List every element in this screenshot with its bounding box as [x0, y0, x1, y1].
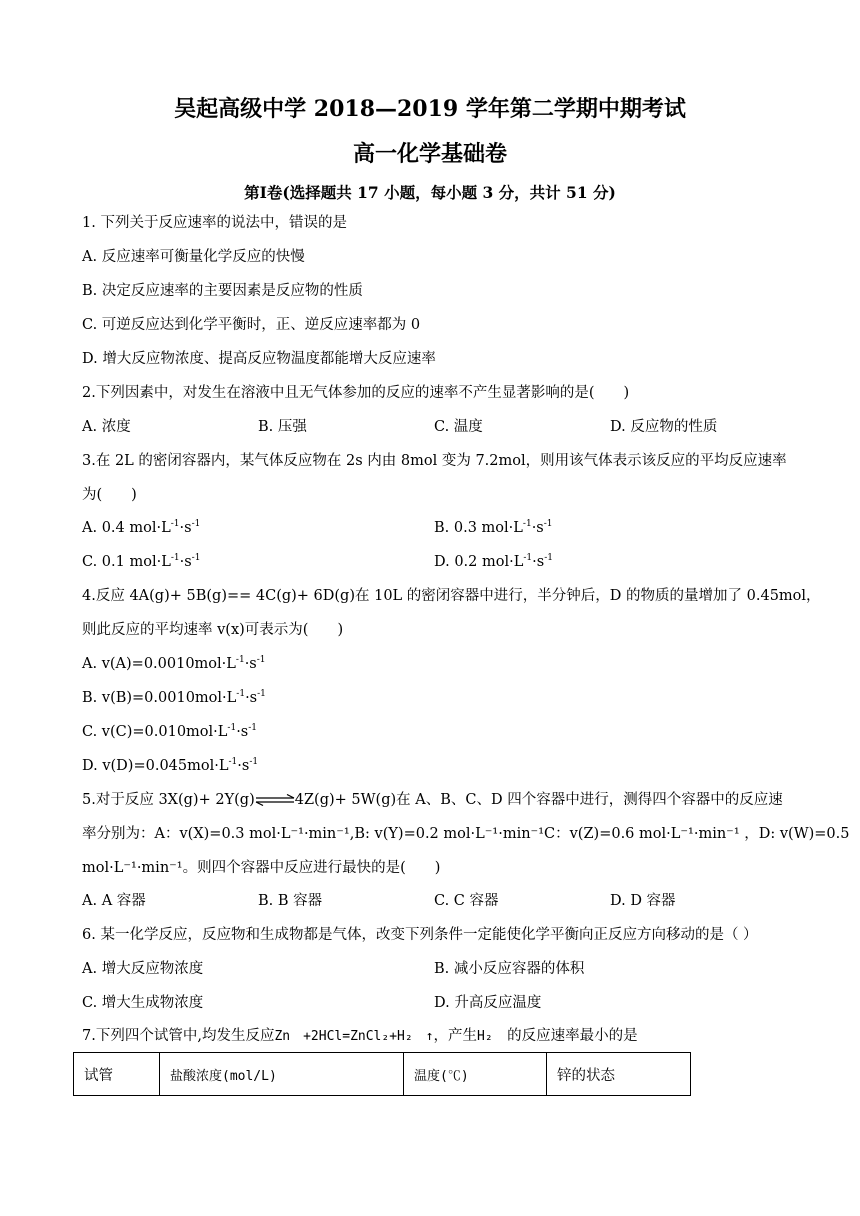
q6-option-c: C. 增大生成物浓度	[82, 995, 204, 1011]
section-heading: 第Ⅰ卷(选择题共 17 小题，每小题 3 分，共计 51 分)	[244, 183, 616, 202]
exam-subtitle: 高一化学基础卷	[352, 141, 507, 167]
q5-option-c: C. C 容器	[434, 893, 499, 909]
q7-reaction: Zn +2HCl=ZnCl₂+H₂ ↑	[274, 1029, 434, 1044]
q2-stem: 2.下列因素中，对发生在溶液中且无气体参加的反应的速率不产生显著影响的是( )	[82, 385, 630, 401]
q5-stem-line2: 率分别为：A：v(X)=0.3 mol·L⁻¹·min⁻¹,B: v(Y)=0.2 mol·L⁻¹·min⁻¹C：v(Z)=0.6 mol·L⁻¹·min⁻¹ ，D: v(W)=0.5	[82, 826, 850, 842]
q5-stem-line1: 5.对于反应 3X(g)+ 2Y(g) 4Z(g)+ 5W(g)在 A、B、C、D 四个容器中进行，测得四个容器中的反应速	[82, 792, 783, 808]
table-header-cell: 盐酸浓度(mol/L)	[160, 1053, 404, 1096]
q6-option-a: A. 增大反应物浓度	[82, 961, 204, 977]
q5-option-d: D. D 容器	[610, 893, 676, 909]
q3-option-a: A. 0.4 $mol\cdot L^{-1}\cdot s^{-1}$	[82, 519, 201, 536]
table-header-row	[74, 1053, 691, 1096]
q4-option-c: C. $v(C)=0.010mol\cdot L^{-1}\cdot s^{-1}$	[82, 723, 258, 740]
reversible-arrow-icon	[255, 794, 295, 806]
q1-option-a: A. 反应速率可衡量化学反应的快慢	[82, 249, 305, 265]
q2-option-b: B. 压强	[258, 419, 307, 435]
q4-stem-line1: 4.反应 4A(g)+ 5B(g)== 4C(g)+ 6D(g)在 10L 的密闭容器中进行，半分钟后，D 的物质的量增加了 0.45mol，	[82, 588, 821, 604]
q4-option-b: B. $v(B)=0.0010mol\cdot L^{-1}\cdot s^{-1}$	[82, 689, 266, 706]
q5-option-b: B. B 容器	[258, 893, 323, 909]
q1-option-c: C. 可逆反应达到化学平衡时，正、逆反应速率都为 0	[82, 317, 421, 333]
q2-option-a: A. 浓度	[82, 419, 131, 435]
q4-stem-line2: 则此反应的平均速率 v(x)可表示为( )	[82, 622, 344, 638]
q3-option-c: C. 0.1 $mol\cdot L^{-1}\cdot s^{-1}$	[82, 553, 201, 570]
q5-option-a: A. A 容器	[82, 893, 146, 909]
table-header-cell: 温度(℃)	[404, 1053, 547, 1096]
q2-option-d: D. 反应物的性质	[610, 419, 718, 435]
q3-option-d: D. 0.2 $mol\cdot L^{-1}\cdot s^{-1}$	[434, 553, 553, 570]
q3-option-b: B. 0.3 $mol\cdot L^{-1}\cdot s^{-1}$	[434, 519, 553, 536]
table-header-cell: 试管	[74, 1053, 160, 1096]
q3-stem-line2: 为( )	[82, 487, 137, 503]
q1-option-b: B. 决定反应速率的主要因素是反应物的性质	[82, 283, 363, 299]
table-header-cell: 锌的状态	[547, 1053, 691, 1096]
q7-stem: 7.下列四个试管中,均发生反应Zn +2HCl=ZnCl₂+H₂ ↑，产生H₂ 的反应速率最小的是	[82, 1028, 638, 1044]
q4-option-d: D. $v(D)=0.045mol\cdot L^{-1}\cdot s^{-1}$	[82, 757, 259, 774]
exam-title: 吴起高级中学 2018—2019 学年第二学期中期考试	[174, 96, 686, 122]
q1-stem: 1. 下列关于反应速率的说法中，错误的是	[82, 215, 347, 231]
q5-stem-line3: mol·L⁻¹·min⁻¹。则四个容器中反应进行最快的是( )	[82, 860, 441, 876]
q7-table	[73, 1052, 691, 1096]
q6-option-d: D. 升高反应温度	[434, 995, 542, 1011]
q1-option-d: D. 增大反应物浓度、提高反应物温度都能增大反应速率	[82, 351, 436, 367]
q6-option-b: B. 减小反应容器的体积	[434, 961, 585, 977]
q4-option-a: A. $v(A)=0.0010mol\cdot L^{-1}\cdot s^{-1}$	[82, 655, 266, 672]
q3-stem-line1: 3.在 2L 的密闭容器内，某气体反应物在 2s 内由 8mol 变为 7.2mol，则用该气体表示该反应的平均反应速率	[82, 453, 787, 469]
q2-option-c: C. 温度	[434, 419, 483, 435]
q6-stem: 6. 某一化学反应，反应物和生成物都是气体，改变下列条件一定能使化学平衡向正反应方向移动的是（ ）	[82, 927, 758, 943]
